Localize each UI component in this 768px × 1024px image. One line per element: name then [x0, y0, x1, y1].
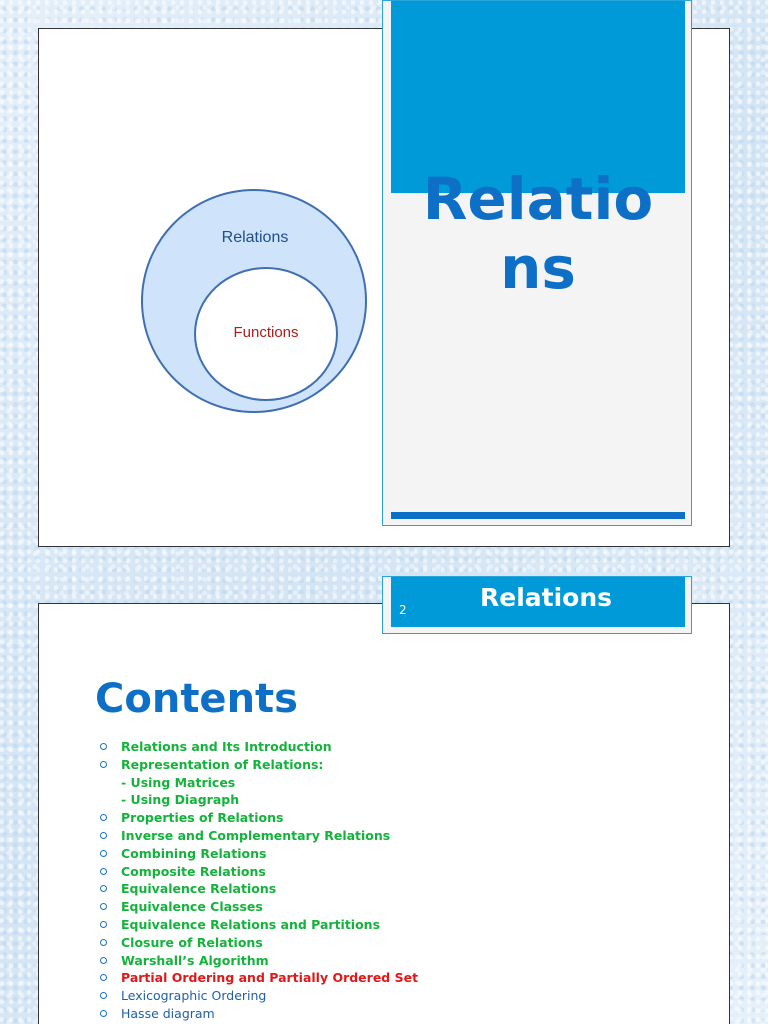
circle-bullet-icon — [100, 868, 107, 875]
contents-item-text: Lexicographic Ordering — [121, 988, 267, 1004]
contents-heading: Contents — [95, 676, 298, 722]
title-card-underline — [391, 512, 685, 519]
contents-item — [100, 898, 418, 916]
circle-bullet-icon — [100, 832, 107, 839]
circle-bullet-icon — [100, 761, 107, 768]
slide-2-header-title: Relations — [479, 583, 613, 612]
contents-item — [100, 827, 418, 845]
slide-1-title-card — [382, 0, 692, 526]
slide-2-header-card — [382, 576, 692, 634]
circle-bullet-icon — [100, 1010, 107, 1017]
venn-diagram — [139, 187, 371, 417]
contents-item-text: Closure of Relations — [121, 934, 263, 950]
slide-number: 2 — [399, 603, 407, 617]
circle-bullet-icon — [100, 957, 107, 964]
contents-item-text: Equivalence Relations — [121, 881, 277, 897]
circle-bullet-icon — [100, 992, 107, 999]
contents-item-text: Composite Relations — [121, 863, 266, 879]
circle-bullet-icon — [100, 850, 107, 857]
circle-bullet-icon — [100, 903, 107, 910]
contents-list — [100, 738, 418, 1023]
contents-item-text: Equivalence Classes — [121, 899, 263, 915]
contents-item — [100, 1005, 418, 1023]
contents-item-text: Inverse and Complementary Relations — [121, 827, 391, 843]
contents-item-text: Hasse diagram — [121, 1005, 215, 1021]
circle-bullet-icon — [100, 939, 107, 946]
circle-bullet-icon — [100, 921, 107, 928]
contents-item — [100, 809, 418, 827]
contents-item — [100, 863, 418, 881]
contents-item-text: Relations and Its Introduction — [121, 739, 332, 754]
contents-item — [100, 845, 418, 863]
contents-item — [100, 987, 418, 1005]
contents-item — [100, 774, 418, 792]
contents-item — [100, 969, 418, 987]
contents-item — [100, 791, 418, 809]
contents-item — [100, 880, 418, 898]
contents-item-text: Representation of Relations: — [121, 756, 324, 772]
contents-item — [100, 952, 418, 970]
contents-item — [100, 738, 418, 756]
contents-item-text: Combining Relations — [121, 845, 267, 861]
circle-bullet-icon — [100, 974, 107, 981]
circle-bullet-icon — [100, 743, 107, 750]
contents-item — [100, 756, 418, 774]
contents-item — [100, 934, 418, 952]
relations-label: Relations — [221, 229, 289, 246]
circle-bullet-icon — [100, 814, 107, 821]
contents-item — [100, 916, 418, 934]
contents-item-text: Properties of Relations — [121, 810, 284, 826]
circle-bullet-icon — [100, 885, 107, 892]
contents-item-text: - Using Matrices — [121, 774, 236, 790]
contents-item-text: Partial Ordering and Partially Ordered Set — [121, 970, 419, 986]
contents-item-text: Equivalence Relations and Partitions — [121, 916, 381, 932]
contents-item-text: - Using Diagraph — [121, 792, 240, 808]
slide-1-title: Relations — [422, 165, 654, 302]
functions-label: Functions — [233, 324, 299, 341]
contents-item-text: Warshall’s Algorithm — [121, 952, 269, 968]
